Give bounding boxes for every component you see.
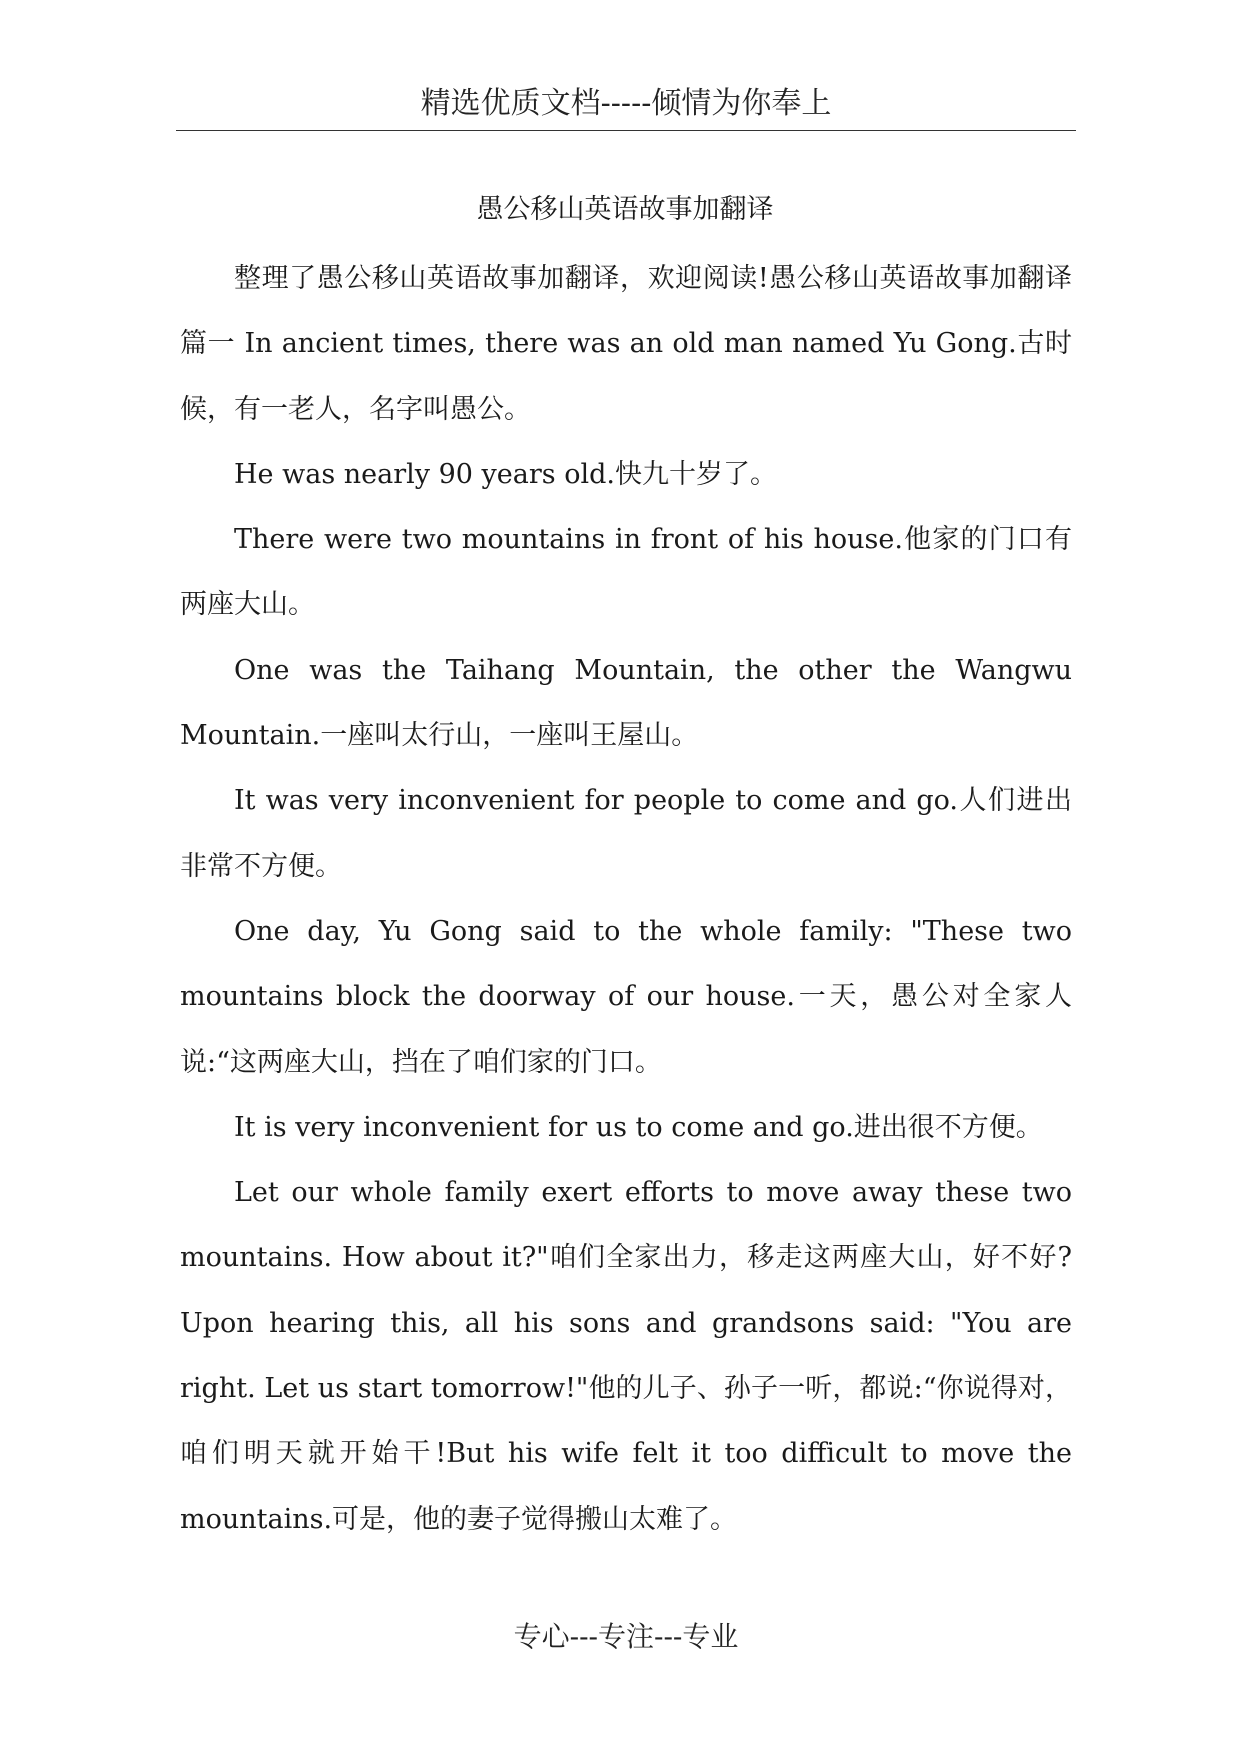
paragraph: One day, Yu Gong said to the whole family: "These two mountains block the doorway of our house.一天，愚公对全家人说:“这两座大山，挡在了咱们家的门口。: [180, 915, 1072, 1078]
document-body: [180, 246, 1072, 1552]
paragraph: It was very inconvenient for people to come and go.人们进出非常不方便。: [180, 785, 1072, 882]
paragraph: One was the Taihang Mountain, the other the Wangwu Mountain.一座叫太行山，一座叫王屋山。: [180, 654, 1072, 752]
paragraph: He was nearly 90 years old.快九十岁了。: [234, 458, 777, 490]
paragraph: 整理了愚公移山英语故事加翻译，欢迎阅读!愚公移山英语故事加翻译篇一 In ancient times, there was an old man named Yu Gong.古时候，有一老人，名字叫愚公。: [180, 263, 1072, 425]
paragraph: There were two mountains in front of his house.他家的门口有两座大山。: [180, 524, 1072, 621]
page-footer: 专心---专注---专业: [513, 1620, 739, 1653]
paragraph: It is very inconvenient for us to come and go.进出很不方便。: [234, 1111, 1043, 1143]
page-header: 精选优质文档-----倾情为你奉上: [420, 86, 832, 121]
header-divider: [176, 130, 1076, 131]
paragraph: Let our whole family exert efforts to move away these two mountains. How about it?"咱们全家出力，移走这两座大山，好不好?Upon hearing this, all his sons and grandsons said: "You are right. Let us start tomorrow!"他的儿子、孙子一听，都说:“你说得对，咱们明天就开始干!But his wife felt it too difficult to move the mountains.可是，他的妻子觉得搬山太难了。: [180, 1177, 1072, 1535]
document-title: 愚公移山英语故事加翻译: [476, 194, 774, 225]
